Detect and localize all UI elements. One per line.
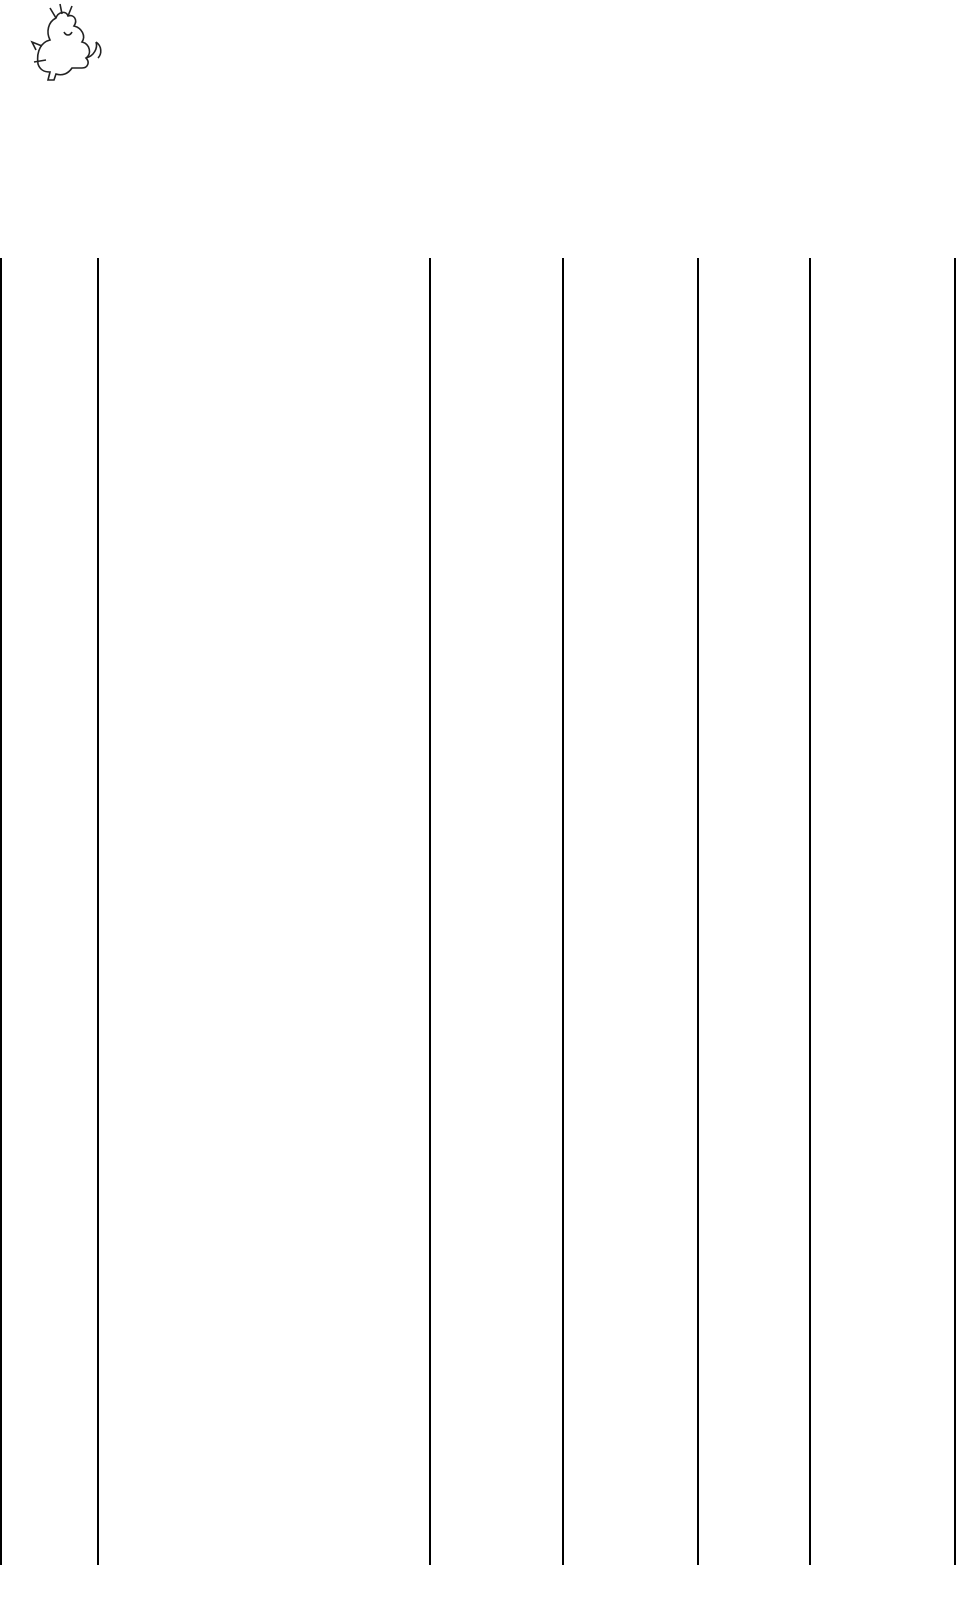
table-col-divider [697, 258, 699, 1565]
table-border-right [954, 258, 956, 1565]
table-border-left [0, 258, 2, 1565]
table-col-divider [562, 258, 564, 1565]
table-col-divider [97, 258, 99, 1565]
table-col-divider [809, 258, 811, 1565]
table-col-divider [429, 258, 431, 1565]
